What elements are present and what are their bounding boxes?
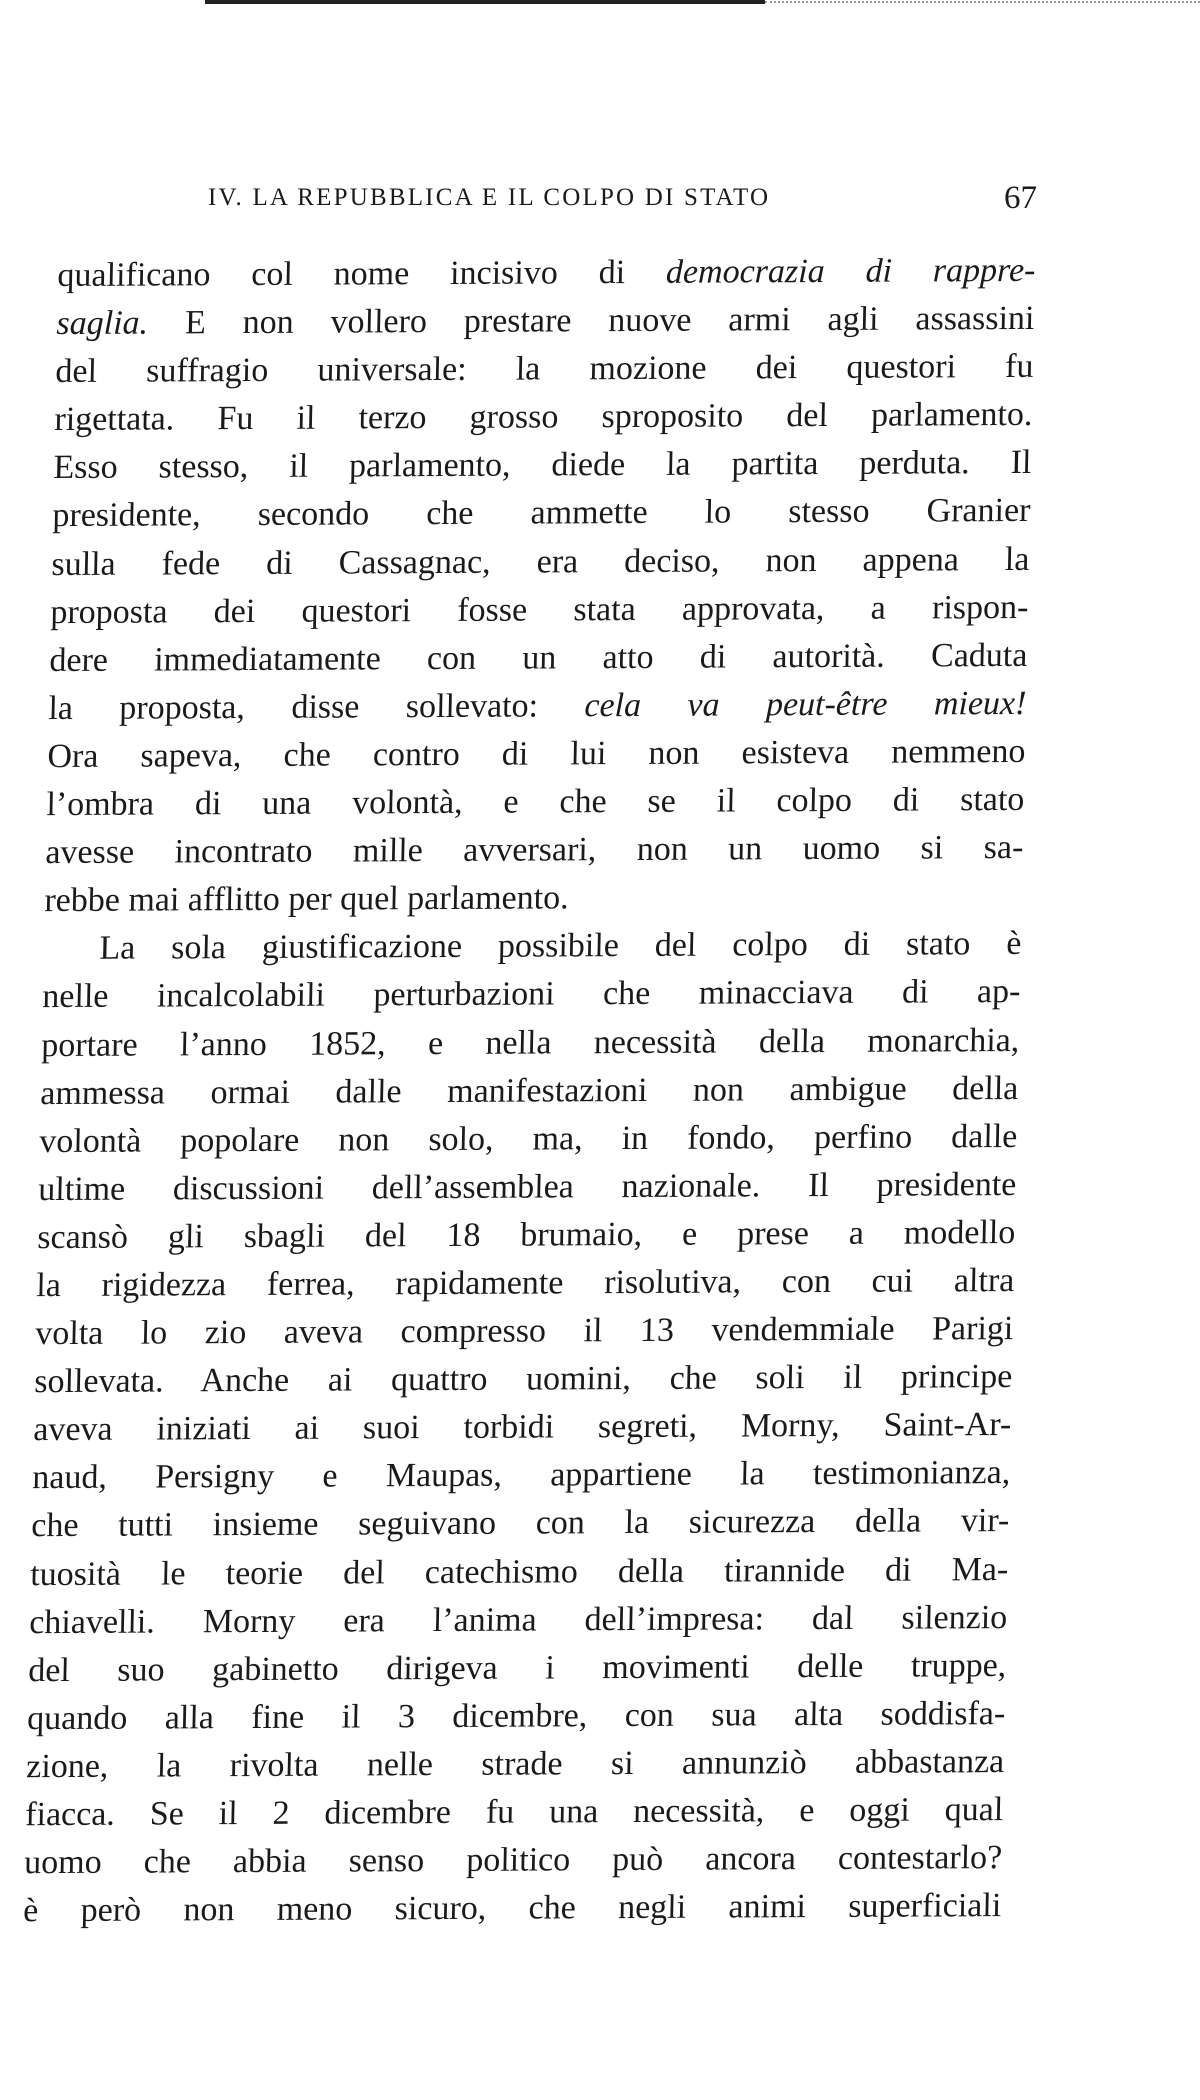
text-segment: che tutti insieme seguivano con la sicurezza della vir- bbox=[30, 1502, 1010, 1545]
text-segment: ultime discussioni dell’assemblea nazionale. Il presidente bbox=[37, 1165, 1017, 1208]
text-segment: volontà popolare non solo, ma, in fondo, perfino dalle bbox=[38, 1117, 1018, 1160]
text-line bbox=[41, 1016, 1020, 1069]
text-line bbox=[42, 968, 1021, 1021]
text-segment: uomo che abbia senso politico può ancora contestarlo? bbox=[23, 1839, 1003, 1882]
text-line bbox=[34, 1353, 1013, 1406]
text-line bbox=[55, 343, 1034, 396]
text-line bbox=[25, 1786, 1004, 1839]
text-line bbox=[54, 391, 1033, 444]
text-segment: chiavelli. Morny era l’anima dell’impresa: dal silenzio bbox=[28, 1598, 1008, 1641]
scan-edge-dots bbox=[765, 1, 1200, 3]
italic-text: democrazia di rappre- bbox=[665, 251, 1036, 291]
page-number: 67 bbox=[1004, 180, 1037, 216]
text-line bbox=[48, 680, 1027, 733]
text-segment: l’ombra di una volontà, e che se il colpo di stato bbox=[46, 780, 1025, 824]
text-segment: rigettata. Fu il terzo grosso sproposito del parlamento. bbox=[54, 396, 1033, 439]
text-line bbox=[49, 632, 1028, 685]
text-segment: sulla fede di Cassagnac, era deciso, non appena la bbox=[51, 540, 1030, 583]
italic-text: cela va peut-être mieux! bbox=[584, 684, 1027, 725]
text-line bbox=[26, 1738, 1005, 1791]
text-line bbox=[56, 295, 1035, 348]
text-line bbox=[29, 1594, 1008, 1647]
text-segment: aveva iniziati ai suoi torbidi segreti, Morny, Saint-Ar- bbox=[32, 1406, 1012, 1449]
text-line bbox=[40, 1065, 1019, 1118]
text-line bbox=[50, 584, 1029, 637]
text-segment: rebbe mai afflitto per quel parlamento. bbox=[44, 879, 570, 920]
text-segment: zione, la rivolta nelle strade si annunziò abbastanza bbox=[25, 1742, 1005, 1786]
text-line bbox=[39, 1113, 1018, 1166]
text-line bbox=[45, 824, 1024, 877]
text-line bbox=[35, 1305, 1014, 1358]
text-line bbox=[32, 1449, 1011, 1502]
text-segment: Ora sapeva, che contro di lui non esisteva nemmeno bbox=[47, 732, 1026, 776]
text-segment: scansò gli sbagli del 18 brumaio, e prese a modello bbox=[36, 1213, 1016, 1256]
text-line bbox=[47, 728, 1026, 781]
text-segment: è però non meno sicuro, che negli animi superficiali bbox=[22, 1887, 1002, 1930]
text-line bbox=[43, 920, 1022, 973]
text-segment: volta lo zio aveva compresso il 13 vendemmiale Parigi bbox=[34, 1310, 1014, 1353]
text-line bbox=[51, 535, 1030, 588]
page-body-text bbox=[23, 247, 1036, 1936]
text-segment: naud, Persigny e Maupas, appartiene la testimonianza, bbox=[31, 1454, 1011, 1497]
text-segment: dere immediatamente con un atto di autorità. Caduta bbox=[49, 636, 1028, 679]
text-segment: ammessa ormai dalle manifestazioni non ambigue della bbox=[39, 1069, 1019, 1112]
text-segment: proposta dei questori fosse stata approvata, a rispon- bbox=[50, 588, 1029, 631]
text-line bbox=[27, 1690, 1006, 1743]
italic-text: saglia. bbox=[56, 304, 149, 343]
text-line bbox=[53, 439, 1032, 492]
text-segment: quando alla fine il 3 dicembre, con sua alta soddisfa- bbox=[26, 1694, 1006, 1737]
text-line bbox=[38, 1161, 1017, 1214]
text-segment: presidente, secondo che ammette lo stesso Granier bbox=[52, 492, 1031, 535]
text-segment: del suffragio universale: la mozione dei questori fu bbox=[55, 348, 1034, 391]
text-segment: tuosità le teorie del catechismo della tirannide di Ma- bbox=[29, 1550, 1009, 1593]
scan-edge-rule bbox=[205, 0, 765, 4]
text-line bbox=[23, 1882, 1002, 1935]
text-segment: fiacca. Se il 2 dicembre fu una necessità, e oggi qual bbox=[24, 1791, 1004, 1834]
text-segment: nelle incalcolabili perturbazioni che minacciava di ap- bbox=[42, 973, 1021, 1016]
text-line bbox=[36, 1257, 1015, 1310]
text-line bbox=[28, 1642, 1007, 1695]
text-line bbox=[37, 1209, 1016, 1262]
text-segment: sollevata. Anche ai quattro uomini, che soli il principe bbox=[33, 1358, 1013, 1401]
text-line bbox=[33, 1401, 1012, 1454]
text-segment: la rigidezza ferrea, rapidamente risolutiva, con cui altra bbox=[35, 1261, 1015, 1305]
text-segment: qualificano col nome incisivo di bbox=[57, 253, 667, 295]
text-segment: avesse incontrato mille avversari, non un uomo si sa- bbox=[45, 829, 1024, 872]
text-line bbox=[57, 247, 1036, 300]
text-line bbox=[30, 1546, 1009, 1599]
text-line bbox=[24, 1834, 1003, 1887]
text-line bbox=[44, 872, 1023, 925]
text-segment: del suo gabinetto dirigeva i movimenti delle truppe, bbox=[27, 1646, 1007, 1689]
text-segment: la proposta, disse sollevato: bbox=[48, 687, 585, 727]
running-head: IV. LA REPUBBLICA E IL COLPO DI STATO bbox=[208, 184, 771, 211]
text-line bbox=[31, 1497, 1010, 1550]
text-line bbox=[52, 487, 1031, 540]
text-segment: Esso stesso, il parlamento, diede la partita perduta. Il bbox=[53, 444, 1032, 487]
text-segment: E non vollero prestare nuove armi agli assassini bbox=[147, 299, 1035, 342]
text-line bbox=[46, 776, 1025, 829]
text-segment: portare l’anno 1852, e nella necessità della monarchia, bbox=[40, 1021, 1020, 1064]
text-segment: La sola giustificazione possibile del colpo di stato è bbox=[99, 925, 1022, 968]
